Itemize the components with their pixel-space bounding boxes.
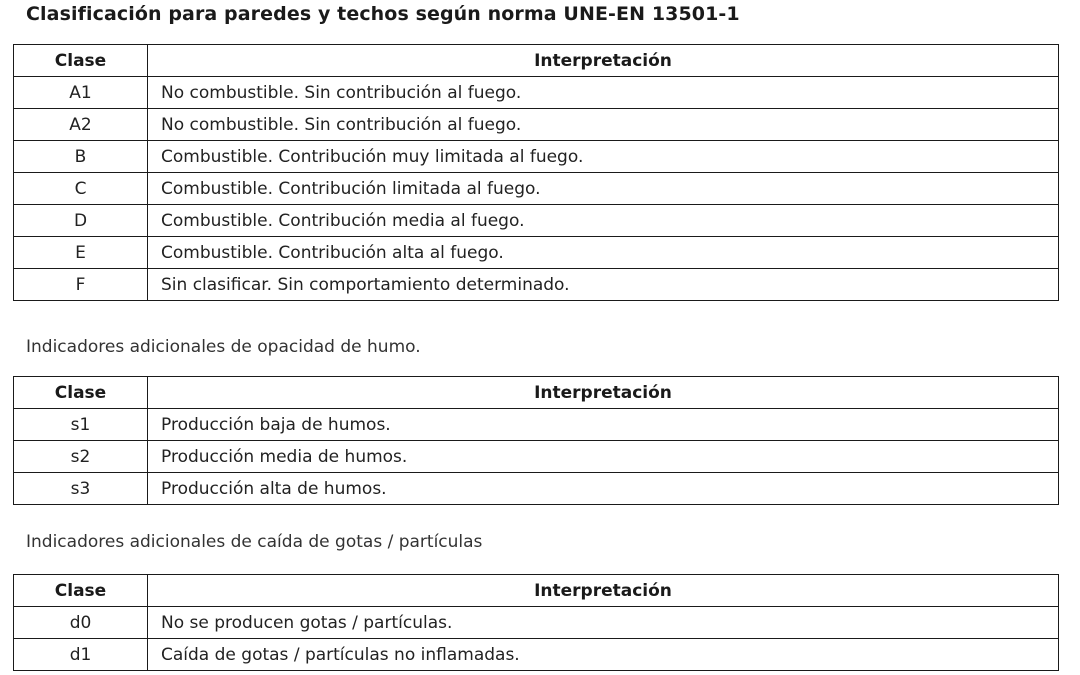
table-row [14, 409, 1059, 441]
column-header-interpretacion: Interpretación [148, 45, 1059, 77]
class-cell: C [14, 173, 148, 205]
smoke-opacity-table [13, 376, 1059, 505]
column-header-clase: Clase [14, 575, 148, 607]
class-cell: D [14, 205, 148, 237]
interpretation-cell: Caída de gotas / partículas no inflamadas. [148, 639, 1059, 671]
droplets-table [13, 574, 1059, 671]
class-cell: A1 [14, 77, 148, 109]
table-row [14, 237, 1059, 269]
interpretation-cell: No combustible. Sin contribución al fuego. [148, 77, 1059, 109]
class-cell: s2 [14, 441, 148, 473]
column-header-interpretacion: Interpretación [148, 575, 1059, 607]
column-header-clase: Clase [14, 45, 148, 77]
table-row [14, 441, 1059, 473]
class-cell: s1 [14, 409, 148, 441]
class-cell: d1 [14, 639, 148, 671]
interpretation-cell: Combustible. Contribución muy limitada al fuego. [148, 141, 1059, 173]
interpretation-cell: Combustible. Contribución alta al fuego. [148, 237, 1059, 269]
interpretation-cell: Producción baja de humos. [148, 409, 1059, 441]
column-header-clase: Clase [14, 377, 148, 409]
table-row [14, 173, 1059, 205]
page-title: Clasificación para paredes y techos según norma UNE-EN 13501-1 [26, 3, 740, 25]
table-row [14, 473, 1059, 505]
table-row [14, 141, 1059, 173]
table-header-row [14, 377, 1059, 409]
class-cell: A2 [14, 109, 148, 141]
class-cell: s3 [14, 473, 148, 505]
table-row [14, 109, 1059, 141]
table-row [14, 269, 1059, 301]
fire-class-table [13, 44, 1059, 301]
table-header-row [14, 575, 1059, 607]
table-row [14, 205, 1059, 237]
column-header-interpretacion: Interpretación [148, 377, 1059, 409]
class-cell: E [14, 237, 148, 269]
table-row [14, 607, 1059, 639]
interpretation-cell: No se producen gotas / partículas. [148, 607, 1059, 639]
class-cell: F [14, 269, 148, 301]
table-header-row [14, 45, 1059, 77]
interpretation-cell: Combustible. Contribución limitada al fuego. [148, 173, 1059, 205]
interpretation-cell: Combustible. Contribución media al fuego. [148, 205, 1059, 237]
interpretation-cell: Producción media de humos. [148, 441, 1059, 473]
class-cell: B [14, 141, 148, 173]
smoke-opacity-caption: Indicadores adicionales de opacidad de humo. [26, 337, 421, 357]
droplets-caption: Indicadores adicionales de caída de gotas / partículas [26, 532, 483, 552]
table-row [14, 639, 1059, 671]
class-cell: d0 [14, 607, 148, 639]
interpretation-cell: Producción alta de humos. [148, 473, 1059, 505]
table-row [14, 77, 1059, 109]
interpretation-cell: No combustible. Sin contribución al fuego. [148, 109, 1059, 141]
interpretation-cell: Sin clasificar. Sin comportamiento determinado. [148, 269, 1059, 301]
